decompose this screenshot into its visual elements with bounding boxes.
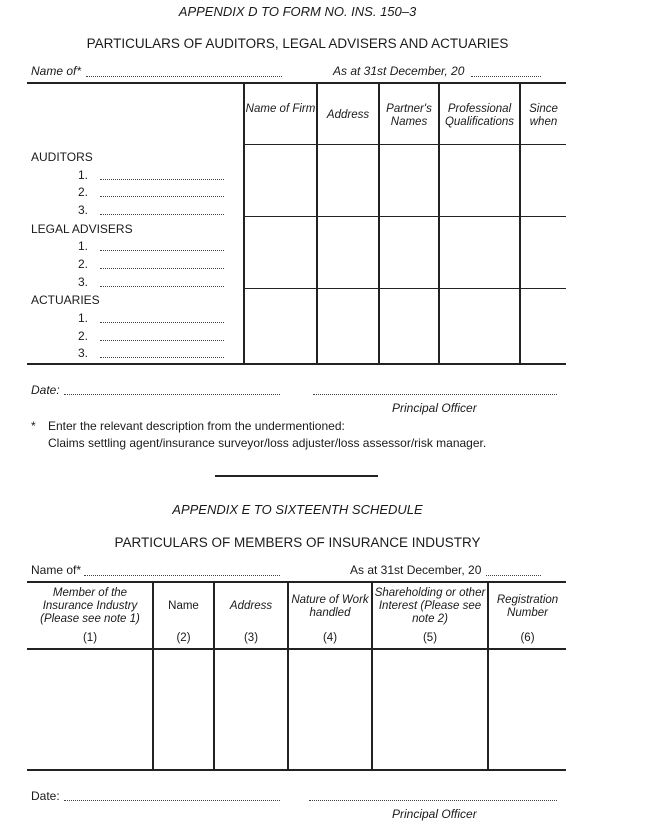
section-actuaries: ACTUARIES [31,293,100,307]
name-of-field[interactable] [84,575,280,576]
table-d-row-divider [244,288,566,289]
col-name: Name [168,600,199,612]
appendix-d-heading: APPENDIX D TO FORM NO. INS. 150–3 [178,4,417,19]
col-partners-names: Partner's Names [386,103,432,128]
principal-officer-label: Principal Officer [392,807,477,821]
footnote-line-2: Claims settling agent/insurance surveyor/loss adjuster/loss assessor/risk manager. [48,436,487,450]
appendix-d-title: PARTICULARS OF AUDITORS, LEGAL ADVISERS AND ACTUARIES [86,36,509,51]
signature-field[interactable] [313,394,557,395]
col-number: (2) [176,632,191,644]
date-label: Date: [31,789,60,803]
list-item-number: 2. [78,329,89,343]
as-at-label: As at 31st December, 20 [333,64,465,78]
list-item-number: 3. [78,346,89,360]
col-number: (1) [82,632,98,644]
table-d-col-divider [243,82,245,365]
col-registration-number: Registration Number [496,594,559,619]
col-number: (6) [520,632,535,644]
date-field[interactable] [64,394,280,395]
table-d-header-border [244,144,566,145]
legal-adviser-3-field[interactable] [100,286,224,287]
name-of-label: Name of* [31,64,82,78]
list-item-number: 1. [78,168,89,182]
as-at-label: As at 31st December, 20 [350,563,482,577]
col-name-of-firm: Name of Firm [245,103,316,115]
legal-adviser-1-field[interactable] [100,250,224,251]
col-address: Address [326,109,370,121]
signature-field[interactable] [309,800,557,801]
auditor-2-field[interactable] [100,196,224,197]
appendix-e-title: PARTICULARS OF MEMBERS OF INSURANCE INDUSTRY [114,535,481,550]
col-professional-qualifications: Professional Qualifications [444,103,515,128]
col-number: (4) [322,632,338,644]
list-item-number: 2. [78,185,89,199]
auditor-1-field[interactable] [100,179,224,180]
col-since-when: Since when [529,103,558,128]
table-e-bottom-border [27,769,566,771]
col-nature-of-work: Nature of Work handled [291,594,369,619]
section-separator [215,475,378,477]
list-item-number: 1. [78,239,89,253]
table-d-col-divider [316,82,318,365]
year-field[interactable] [486,575,541,576]
col-shareholding: Shareholding or other Interest (Please see note 2) [374,587,486,625]
actuary-3-field[interactable] [100,357,224,358]
list-item-number: 3. [78,203,89,217]
name-of-label: Name of* [31,563,82,577]
col-member: Member of the Insurance Industry (Please see note 1) [40,587,140,625]
section-legal-advisers: LEGAL ADVISERS [31,222,133,236]
actuary-2-field[interactable] [100,340,224,341]
legal-adviser-2-field[interactable] [100,268,224,269]
table-d-row-divider [244,216,566,217]
list-item-number: 3. [78,275,89,289]
auditor-3-field[interactable] [100,214,224,215]
section-auditors: AUDITORS [31,150,93,164]
list-item-number: 2. [78,257,89,271]
date-label: Date: [31,383,60,397]
appendix-e-heading: APPENDIX E TO SIXTEENTH SCHEDULE [172,502,423,517]
col-number: (3) [243,632,259,644]
footnote-line-1: Enter the relevant description from the undermentioned: [48,419,345,433]
table-d-bottom-border [27,363,566,365]
footnote-mark: * [31,419,36,433]
name-of-field[interactable] [86,76,282,77]
date-field[interactable] [64,800,280,801]
table-d-top-border [27,82,566,84]
year-field[interactable] [471,76,541,77]
list-item-number: 1. [78,311,89,325]
table-e-top-border [27,581,566,583]
col-number: (5) [422,632,438,644]
actuary-1-field[interactable] [100,322,224,323]
col-address: Address [229,600,273,612]
principal-officer-label: Principal Officer [392,401,477,415]
table-e-header-border [27,648,566,650]
